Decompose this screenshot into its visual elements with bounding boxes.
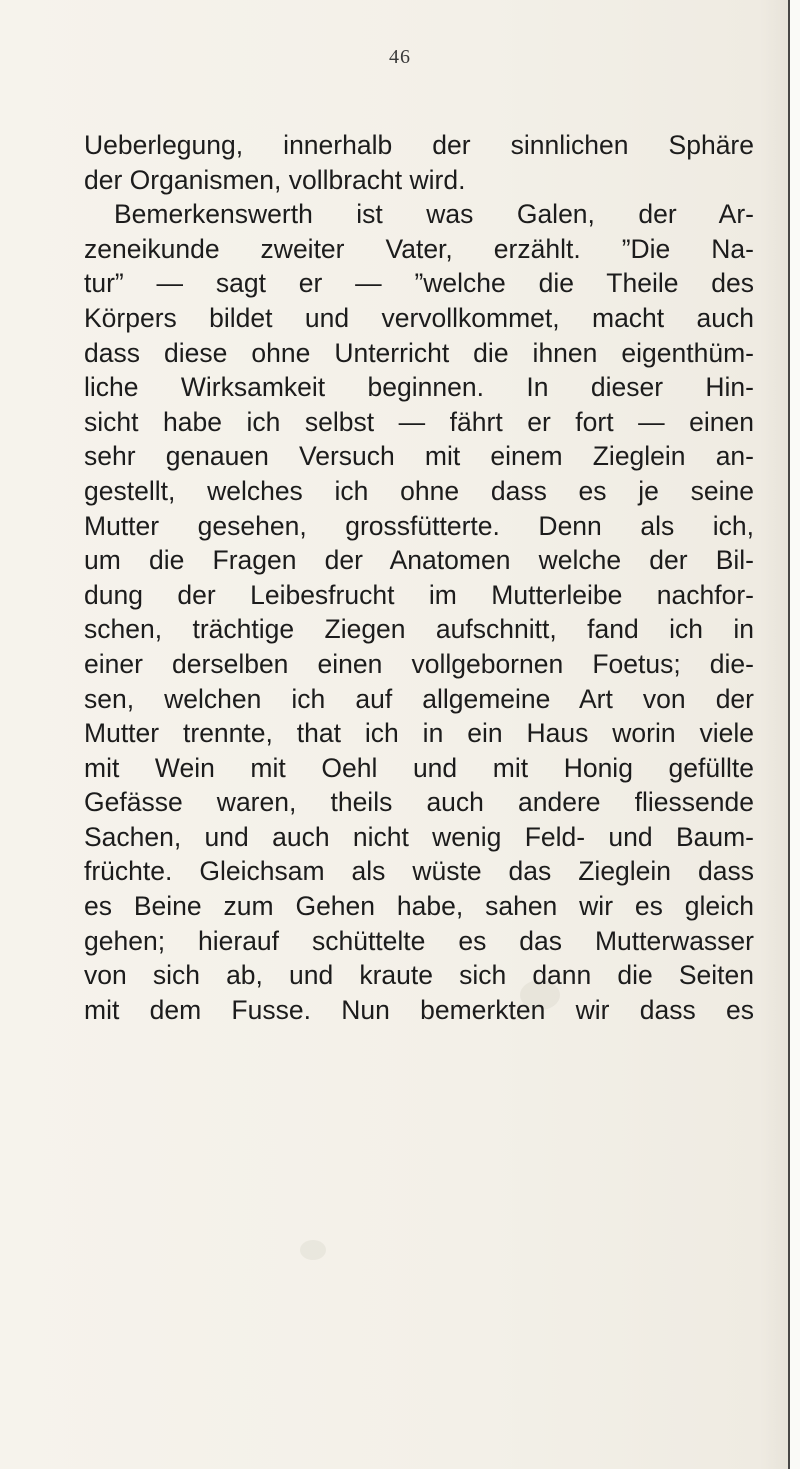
text-line: Bemerkenswerth ist was Galen, der Ar- <box>114 199 754 230</box>
text-line: von sich ab, und kraute sich dann die Seiten <box>84 960 754 991</box>
text-line: um die Fragen der Anatomen welche der Bil- <box>84 545 754 576</box>
text-line: gehen; hierauf schüttelte es das Mutterwasser <box>84 925 754 956</box>
text-line: tur” — sagt er — ”welche die Theile des <box>84 268 754 299</box>
text-line: sen, welchen ich auf allgemeine Art von der <box>84 683 754 714</box>
paper-stain <box>300 1240 326 1260</box>
text-line: einer derselben einen vollgebornen Foetus; die- <box>84 648 754 679</box>
text-line: Mutter gesehen, grossfütterte. Denn als ich, <box>84 510 754 541</box>
page-border-line <box>788 0 790 1469</box>
text-line: zeneikunde zweiter Vater, erzählt. ”Die Na- <box>84 233 754 264</box>
text-line: mit Wein mit Oehl und mit Honig gefüllte <box>84 752 754 783</box>
text-line: dung der Leibesfrucht im Mutterleibe nachfor- <box>84 579 754 610</box>
page-number: 46 <box>389 46 411 68</box>
text-line: liche Wirksamkeit beginnen. In dieser Hin- <box>84 372 754 403</box>
text-line: mit dem Fusse. Nun bemerkten wir dass es <box>84 994 754 1025</box>
text-line: sehr genauen Versuch mit einem Zieglein an- <box>84 441 754 472</box>
text-line: sicht habe ich selbst — fährt er fort — einen <box>84 406 754 437</box>
text-line: Körpers bildet und vervollkommet, macht auch <box>84 302 754 333</box>
text-line: es Beine zum Gehen habe, sahen wir es gleich <box>84 891 754 922</box>
body-text <box>84 128 754 1027</box>
text-line: dass diese ohne Unterricht die ihnen eigenthüm- <box>84 337 754 368</box>
text-line: der Organismen, vollbracht wird. <box>84 164 466 195</box>
text-line: Gefässe waren, theils auch andere fliessende <box>84 787 754 818</box>
page-margin-edge <box>790 0 800 1469</box>
text-line: Ueberlegung, innerhalb der sinnlichen Sphäre <box>84 130 754 160</box>
text-line: schen, trächtige Ziegen aufschnitt, fand ich in <box>84 614 754 645</box>
text-line: gestellt, welches ich ohne dass es je seine <box>84 475 754 506</box>
text-line: Sachen, und auch nicht wenig Feld- und Baum- <box>84 821 754 852</box>
text-line: Mutter trennte, that ich in ein Haus worin viele <box>84 718 754 749</box>
text-line: früchte. Gleichsam als wüste das Zieglein dass <box>84 856 754 887</box>
